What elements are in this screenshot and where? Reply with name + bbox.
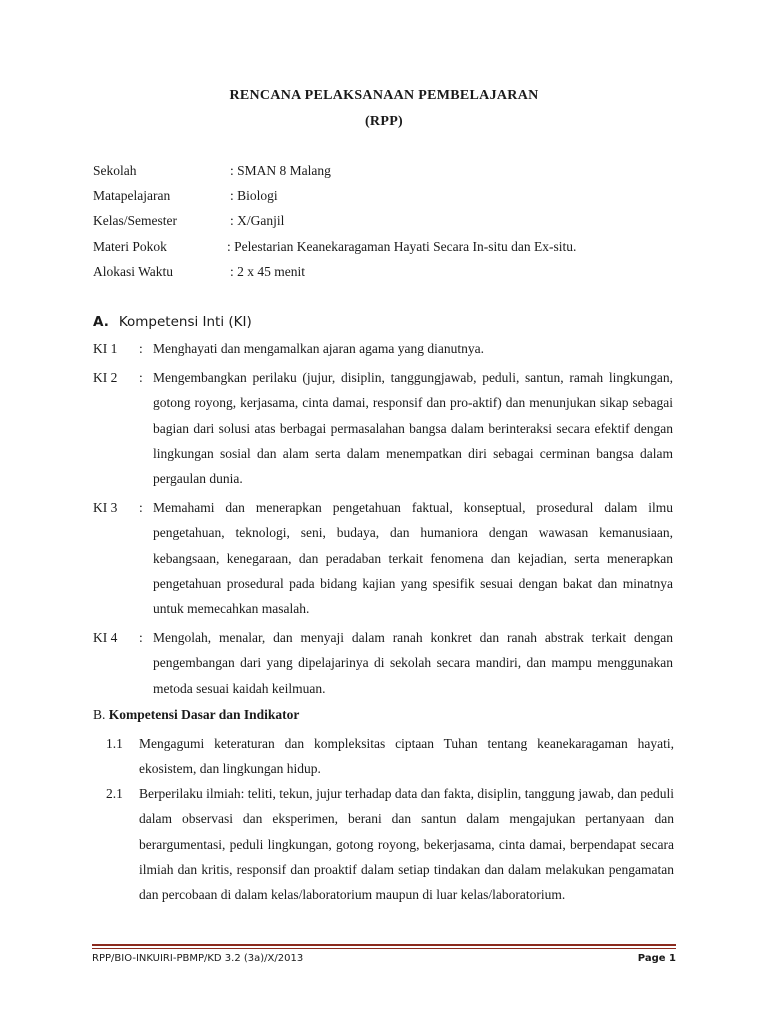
section-b-heading xyxy=(93,707,299,723)
meta-label: Materi Pokok xyxy=(93,239,167,254)
footer-rule-thin xyxy=(92,948,676,949)
ki-colon: : xyxy=(139,500,143,515)
meta-row-matapelajaran xyxy=(93,188,278,204)
ki-item-4 xyxy=(93,625,673,701)
section-b-number: B. xyxy=(93,707,106,722)
footer-rule-thick xyxy=(92,944,676,946)
meta-value: : Biologi xyxy=(230,188,278,203)
meta-label: Kelas/Semester xyxy=(93,213,177,228)
meta-row-kelas xyxy=(93,213,284,229)
document-subtitle: (RPP) xyxy=(364,114,404,129)
ki-colon: : xyxy=(139,341,143,356)
ki-item-2 xyxy=(93,365,673,491)
footer-page-number: Page 1 xyxy=(637,953,676,964)
meta-row-alokasi xyxy=(93,264,305,280)
kd-number: 2.1 xyxy=(106,786,123,801)
meta-row-sekolah xyxy=(93,163,331,179)
section-b-title: Kompetensi Dasar dan Indikator xyxy=(108,707,300,722)
kd-item-1-1 xyxy=(106,731,674,782)
meta-row-materi xyxy=(93,239,576,255)
ki-text: Mengembangkan perilaku (jujur, disiplin, tanggungjawab, peduli, santun, ramah lingkungan, gotong royong, kerjasama, cinta damai, responsif dan pro-aktif) dan menunjukan sikap sebagai bagian dari solusi atas berbagai permasalahan bangsa dalam berinteraksi secara efektif dengan lingkungan sosial dan alam serta dalam menempatkan diri sebagai cerminan bangsa dalam pergaulan dunia. xyxy=(153,370,673,487)
kd-number: 1.1 xyxy=(106,736,123,751)
document-title: RENCANA PELAKSANAAN PEMBELAJARAN xyxy=(229,88,539,103)
meta-label: Alokasi Waktu xyxy=(93,264,174,279)
ki-text: Memahami dan menerapkan pengetahuan faktual, konseptual, prosedural dalam ilmu pengetahuan, teknologi, seni, budaya, dan humaniora dengan wawasan kemanusiaan, kebangsaan, kenegaraan, dan peradaban terkait fenomena dan kejadian, serta menerapkan pengetahuan prosedural pada bidang kajian yang spesifik sesuai dengan bakat dan minatnya untuk memecahkan masalah. xyxy=(153,500,673,617)
ki-item-3 xyxy=(93,495,673,621)
meta-label: Sekolah xyxy=(93,163,137,178)
kd-text: Berperilaku ilmiah: teliti, tekun, jujur terhadap data dan fakta, disiplin, tanggung jawab, dan peduli dalam observasi dan eksperimen, berani dan santun dalam mengajukan pertanyaan dan berargumentasi, peduli lingkungan, gotong royong, bekerjasama, cinta damai, berpendapat secara ilmiah dan kritis, responsif dan proaktif dalam setiap tindakan dan dalam melakukan pengamatan dan percobaan di dalam kelas/laboratorium maupun di luar kelas/laboratorium. xyxy=(139,786,674,903)
ki-item-1 xyxy=(93,336,673,361)
section-a-heading xyxy=(93,314,252,330)
section-a-title: Kompetensi Inti (KI) xyxy=(118,314,252,330)
meta-label: Matapelajaran xyxy=(93,188,171,203)
meta-value: : X/Ganjil xyxy=(230,213,285,228)
footer-doc-code: RPP/BIO-INKUIRI-PBMP/KD 3.2 (3a)/X/2013 xyxy=(92,953,304,964)
ki-text: Mengolah, menalar, dan menyaji dalam ranah konkret dan ranah abstrak terkait dengan pengembangan dari yang dipelajarinya di sekolah secara mandiri, dan mampu menggunakan metoda sesuai kaidah keilmuan. xyxy=(153,630,673,696)
ki-label: KI 3 xyxy=(93,500,118,515)
meta-value: : SMAN 8 Malang xyxy=(230,163,331,178)
ki-text: Menghayati dan mengamalkan ajaran agama yang dianutnya. xyxy=(153,341,484,356)
kd-text: Mengagumi keteraturan dan kompleksitas ciptaan Tuhan tentang keanekaragaman hayati, ekosistem, dan lingkungan hidup. xyxy=(139,736,674,777)
meta-value: : 2 x 45 menit xyxy=(230,264,305,279)
ki-colon: : xyxy=(139,370,143,385)
ki-colon: : xyxy=(139,630,143,645)
meta-value: : Pelestarian Keanekaragaman Hayati Secara In-situ dan Ex-situ. xyxy=(227,239,577,254)
section-a-number: A. xyxy=(93,314,109,330)
kd-item-2-1 xyxy=(106,781,674,907)
ki-label: KI 2 xyxy=(93,370,118,385)
ki-label: KI 4 xyxy=(93,630,118,645)
ki-label: KI 1 xyxy=(93,341,118,356)
